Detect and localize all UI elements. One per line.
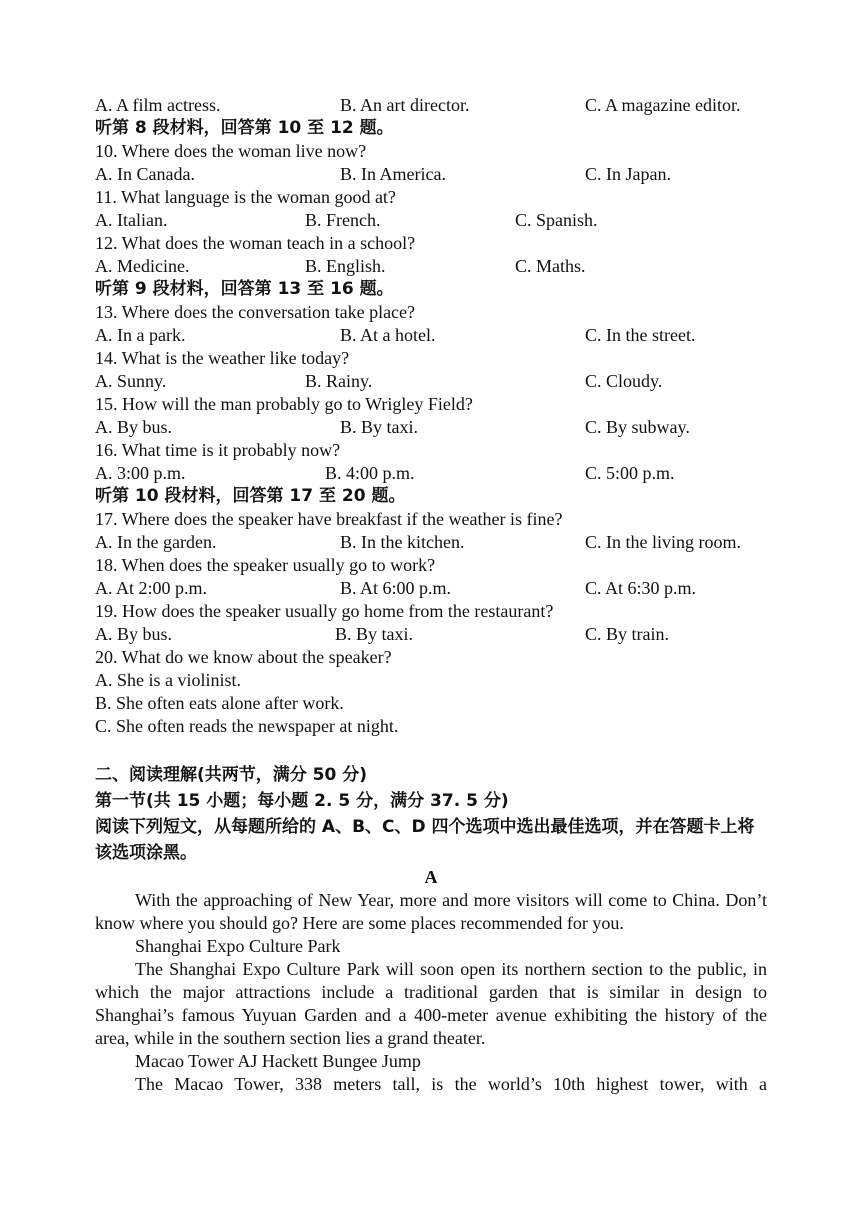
q18-option-c[interactable]: C. At 6:30 p.m. bbox=[585, 578, 697, 598]
q16-option-c[interactable]: C. 5:00 p.m. bbox=[585, 463, 675, 483]
q12-question: 12. What does the woman teach in a school? bbox=[95, 233, 416, 253]
q11-question: 11. What language is the woman good at? bbox=[95, 187, 396, 207]
q17-options bbox=[95, 531, 767, 554]
q20-option-b[interactable]: B. She often eats alone after work. bbox=[95, 693, 344, 713]
q13-question: 13. Where does the conversation take place? bbox=[95, 302, 416, 322]
q9-option-b[interactable]: B. An art director. bbox=[340, 95, 470, 115]
q16-question: 16. What time is it probably now? bbox=[95, 440, 341, 460]
q14-option-a[interactable]: A. Sunny. bbox=[95, 371, 167, 391]
q15-question: 15. How will the man probably go to Wrigley Field? bbox=[95, 394, 473, 414]
q18-option-a[interactable]: A. At 2:00 p.m. bbox=[95, 578, 208, 598]
q20-question: 20. What do we know about the speaker? bbox=[95, 647, 392, 667]
passage-paragraph-1: With the approaching of New Year, more and more visitors will come to China. Don’t know where you should go? Here are some places recommended for you. bbox=[95, 890, 767, 933]
q16-option-a[interactable]: A. 3:00 p.m. bbox=[95, 463, 186, 483]
q10-question: 10. Where does the woman live now? bbox=[95, 141, 367, 161]
q13-options bbox=[95, 324, 767, 347]
q14-option-c[interactable]: C. Cloudy. bbox=[585, 371, 663, 391]
part2-instructions: 阅读下列短文，从每题所给的 A、B、C、D 四个选项中选出最佳选项，并在答题卡上将该选项涂黑。 bbox=[95, 817, 755, 863]
q18-question: 18. When does the speaker usually go to work? bbox=[95, 555, 436, 575]
q14-question: 14. What is the weather like today? bbox=[95, 348, 350, 368]
q17-option-a[interactable]: A. In the garden. bbox=[95, 532, 217, 552]
q15-option-b[interactable]: B. By taxi. bbox=[340, 417, 419, 437]
q15-option-c[interactable]: C. By subway. bbox=[585, 417, 690, 437]
q19-option-b[interactable]: B. By taxi. bbox=[335, 624, 414, 644]
q19-options bbox=[95, 623, 767, 646]
q17-option-b[interactable]: B. In the kitchen. bbox=[340, 532, 465, 552]
passage-paragraph-3: The Macao Tower, 338 meters tall, is the world’s 10th highest tower, with a bbox=[135, 1074, 767, 1094]
q14-options bbox=[95, 370, 767, 393]
passage-paragraph-2: The Shanghai Expo Culture Park will soon open its northern section to the public, in which the major attractions include a traditional garden that is similar in design to Shanghai’s famous Yuyuan Garden and a 400-meter avenue exhibiting the history of the area, while in the southern section lies a grand theater. bbox=[95, 959, 767, 1048]
part2-heading: 二、阅读理解(共两节，满分 50 分) bbox=[95, 765, 368, 785]
q19-question: 19. How does the speaker usually go home from the restaurant? bbox=[95, 601, 554, 621]
passage-title: A bbox=[424, 867, 438, 887]
section-8-heading: 听第 8 段材料，回答第 10 至 12 题。 bbox=[95, 118, 394, 138]
q11-option-a[interactable]: A. Italian. bbox=[95, 210, 168, 230]
exam-page bbox=[95, 94, 767, 1096]
q10-option-b[interactable]: B. In America. bbox=[340, 164, 446, 184]
q20-option-a[interactable]: A. She is a violinist. bbox=[95, 670, 242, 690]
q17-option-c[interactable]: C. In the living room. bbox=[585, 532, 741, 552]
q10-option-a[interactable]: A. In Canada. bbox=[95, 164, 195, 184]
q15-option-a[interactable]: A. By bus. bbox=[95, 417, 173, 437]
q14-option-b[interactable]: B. Rainy. bbox=[305, 371, 373, 391]
q9-options bbox=[95, 94, 767, 117]
section-9-heading: 听第 9 段材料，回答第 13 至 16 题。 bbox=[95, 279, 394, 299]
section-gap bbox=[95, 738, 767, 762]
q12-option-b[interactable]: B. English. bbox=[305, 256, 386, 276]
q18-options bbox=[95, 577, 767, 600]
q12-option-c[interactable]: C. Maths. bbox=[515, 256, 586, 276]
part2-subheading: 第一节(共 15 小题；每小题 2. 5 分，满分 37. 5 分) bbox=[95, 791, 509, 811]
q11-options bbox=[95, 209, 767, 232]
q19-option-c[interactable]: C. By train. bbox=[585, 624, 669, 644]
q17-question: 17. Where does the speaker have breakfast if the weather is fine? bbox=[95, 509, 563, 529]
q13-option-a[interactable]: A. In a park. bbox=[95, 325, 186, 345]
q16-options bbox=[95, 462, 767, 485]
q15-options bbox=[95, 416, 767, 439]
q9-option-a[interactable]: A. A film actress. bbox=[95, 95, 221, 115]
section-10-heading: 听第 10 段材料，回答第 17 至 20 题。 bbox=[95, 486, 406, 506]
q9-option-c[interactable]: C. A magazine editor. bbox=[585, 95, 741, 115]
place-heading-2: Macao Tower AJ Hackett Bungee Jump bbox=[135, 1051, 421, 1071]
place-heading-1: Shanghai Expo Culture Park bbox=[135, 936, 341, 956]
q10-options bbox=[95, 163, 767, 186]
q20-option-c[interactable]: C. She often reads the newspaper at night. bbox=[95, 716, 399, 736]
q19-option-a[interactable]: A. By bus. bbox=[95, 624, 173, 644]
q13-option-c[interactable]: C. In the street. bbox=[585, 325, 696, 345]
q18-option-b[interactable]: B. At 6:00 p.m. bbox=[340, 578, 452, 598]
q10-option-c[interactable]: C. In Japan. bbox=[585, 164, 671, 184]
q11-option-b[interactable]: B. French. bbox=[305, 210, 381, 230]
q12-options bbox=[95, 255, 767, 278]
q13-option-b[interactable]: B. At a hotel. bbox=[340, 325, 436, 345]
q16-option-b[interactable]: B. 4:00 p.m. bbox=[325, 463, 415, 483]
q11-option-c[interactable]: C. Spanish. bbox=[515, 210, 598, 230]
q12-option-a[interactable]: A. Medicine. bbox=[95, 256, 190, 276]
